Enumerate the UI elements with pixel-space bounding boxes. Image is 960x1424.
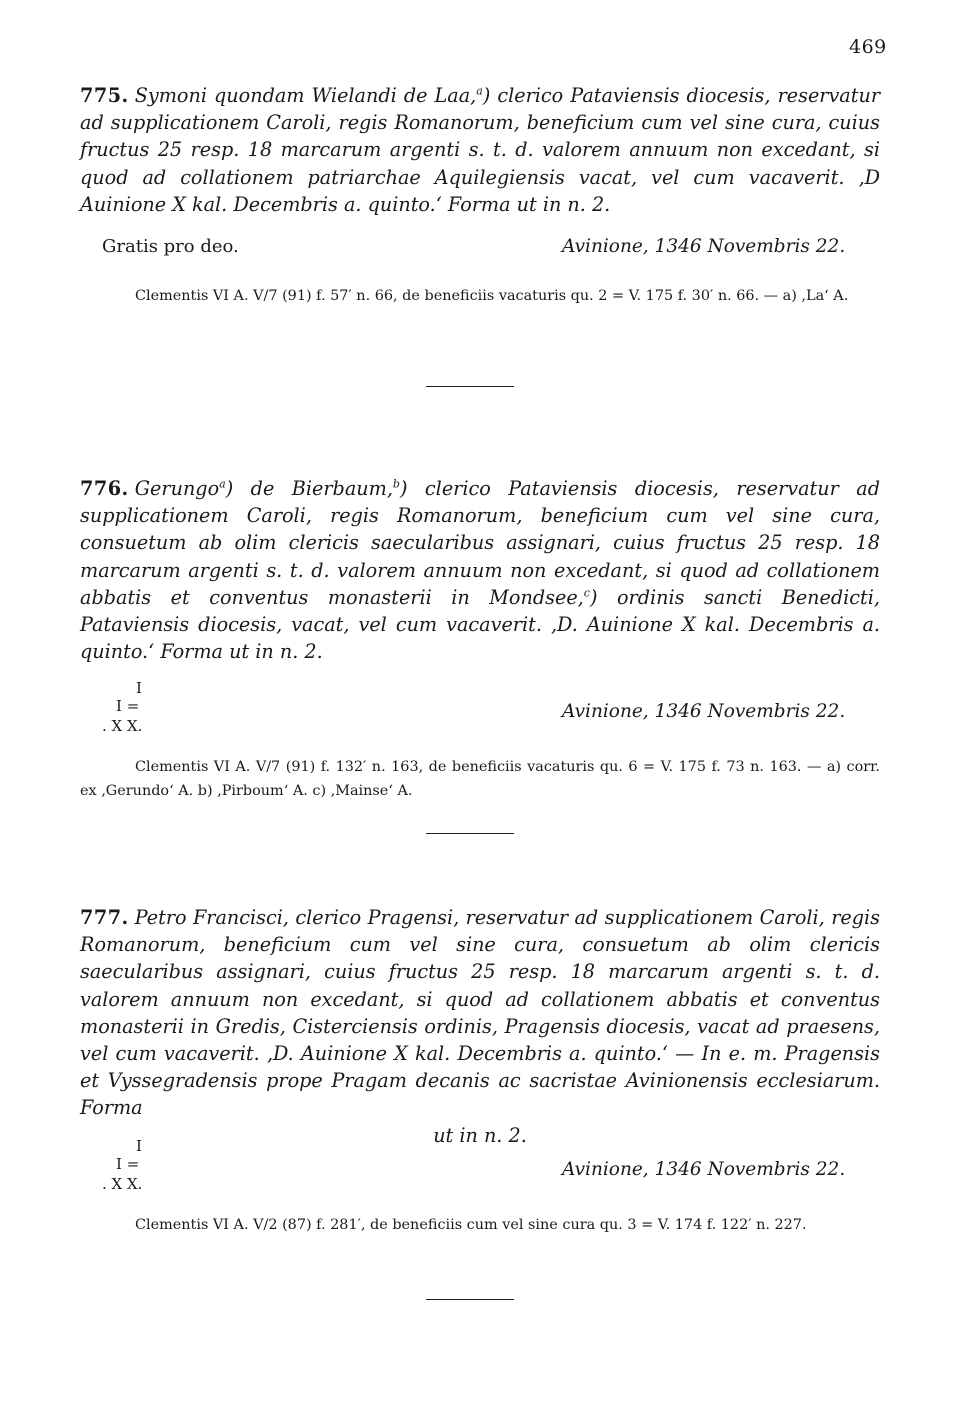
mark-bottom: . X X. [102, 717, 143, 736]
entry-date: Avinione, 1346 Novembris 22. [562, 236, 846, 258]
mark-top: I [136, 1136, 142, 1155]
entry-number: 777. [80, 906, 129, 929]
entry-text: ) clerico Pataviensis diocesis, reservatur ad supplicationem Caroli, regis Romanorum, beneficium cum vel sine cura, cuius fructus 25 resp. 18 marcarum argenti s. t. d. valorem annuum non excedant, si quod ad collationem patriarchae Aquilegiensis vacat, vel cum vacaverit. ‚D Auinione X kal. Decembris a. quinto.‘ Forma ut in n. 2. [80, 84, 880, 216]
footnote-marker: c [583, 586, 590, 600]
mark-bottom: . X X. [102, 1174, 143, 1193]
entry-text: ) ordinis sancti Benedicti, Pataviensis diocesis, vacat, vel cum vacaverit. ‚D. Auinione X kal. Decembris a. quinto.‘ Forma ut in n. 2. [80, 585, 880, 664]
entry-text: ) de Bierbaum, [225, 477, 393, 500]
mark-top: I [136, 679, 142, 698]
mark-mid: I = [116, 1154, 140, 1173]
mark-mid: I = [116, 697, 140, 716]
entry-date: Avinione, 1346 Novembris 22. [562, 1158, 846, 1180]
entry-date: Avinione, 1346 Novembris 22. [562, 701, 846, 723]
divider [426, 833, 514, 834]
entry-777 [80, 904, 880, 1237]
entry-776 [80, 475, 880, 803]
entry-body [80, 82, 880, 218]
entry-meta [80, 679, 880, 736]
entry-text: ) clerico Pataviensis diocesis, reservatur ad supplicationem Caroli, regis Romanorum, beneficium cum vel sine cura, consuetum ab olim clericis saecularibus assignari, cuius fructus 25 resp. 18 marcarum argenti s. t. d. valorem annuum non excedant, si quod ad collationem abbatis et conventus monasterii in Mondsee, [80, 477, 880, 609]
entry-text: Gerungo [134, 477, 220, 500]
entry-text-trail: ut in n. 2. [433, 1123, 527, 1147]
source-note: Clementis VI A. V/7 (91) f. 132′ n. 163, de beneficiis vacaturis qu. 6 = V. 175 f. 73 n. 163. — a) corr. ex ‚Gerundo‘ A. b) ‚Pirboum‘ A. c) ‚Mainse‘ A. [80, 759, 880, 800]
entry-meta [80, 236, 880, 266]
entry-body [80, 475, 880, 665]
chancery-marks [102, 1136, 222, 1199]
entry-body [80, 904, 880, 1149]
entry-text: Petro Francisci, clerico Pragensi, reservatur ad supplicationem Caroli, regis Romanorum, beneficium cum vel sine cura, consuetum ab olim clericis saecularibus assignari, cuius fructus 25 resp. 18 marcarum argenti s. t. d. valorem annuum non excedant, si quod ad collationem abbatis et conventus monasterii in Gredis, Cisterciensis ordinis, Pragensis diocesis, vacat ad praesens, vel cum vacaverit. ‚D. Auinione X kal. Decembris a. quinto.‘ — In e. m. Pragensis et Vyssegradensis prope Pragam decanis ac sacristae Avinionensis ecclesiarum. Forma [80, 906, 880, 1120]
source-note: Clementis VI A. V/7 (91) f. 57′ n. 66, de beneficiis vacaturis qu. 2 = V. 175 f. 30′ n. 66. — a) ‚La‘ A. [135, 288, 849, 305]
footnote-marker: a [219, 477, 226, 491]
entry-number: 776. [80, 477, 129, 500]
source-note: Clementis VI A. V/2 (87) f. 281′, de beneficiis cum vel sine cura qu. 3 = V. 174 f. 122′ n. 227. [135, 1216, 807, 1233]
footnote-marker: b [392, 477, 400, 491]
entry-775 [80, 82, 880, 308]
footnote-marker: a [476, 84, 483, 98]
chancery-marks [102, 681, 222, 741]
divider [426, 1299, 514, 1300]
entry-text: Symoni quondam Wielandi de Laa, [134, 84, 477, 107]
gratis-note: Gratis pro deo. [102, 236, 239, 258]
page-number: 469 [849, 36, 887, 58]
entry-number: 775. [80, 84, 129, 107]
divider [426, 386, 514, 387]
entry-meta [80, 1136, 880, 1193]
